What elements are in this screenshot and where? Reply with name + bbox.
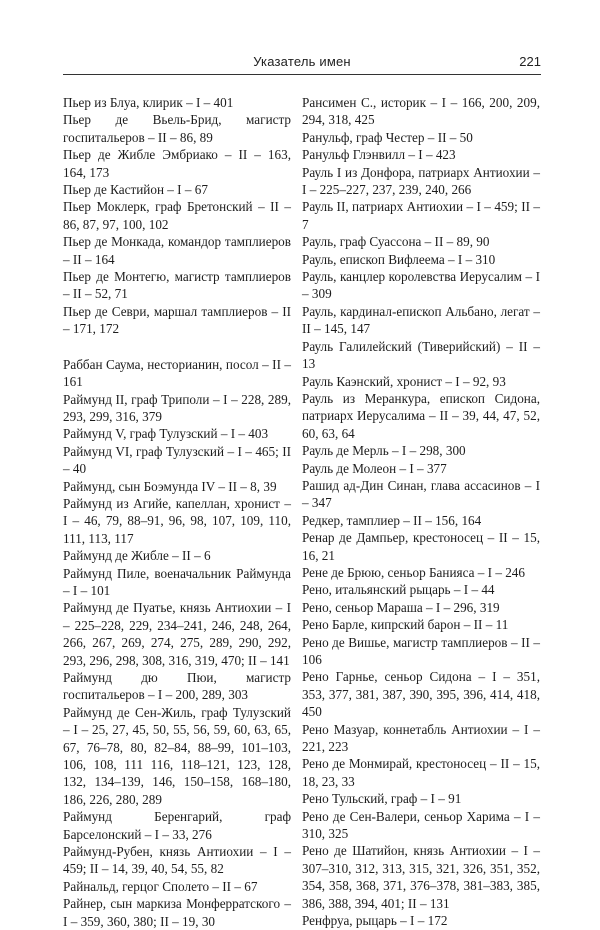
index-entry: Пьер Моклерк, граф Бретонский – II – 86, 87, 97, 100, 102 xyxy=(63,199,291,232)
letter-section-gap xyxy=(63,338,291,356)
index-entry: Рено де Монмирай, крестоносец – II – 15, 18, 23, 33 xyxy=(302,756,540,789)
index-entry: Ренар де Дампьер, крестоносец – II – 15, 16, 21 xyxy=(302,530,540,563)
index-entry: Рено де Сен-Валери, сеньор Харима – I – 310, 325 xyxy=(302,808,540,842)
index-column-right xyxy=(302,94,540,930)
index-entry: Рансимен С., историк – I – 166, 200, 209, 294, 318, 425 xyxy=(302,95,540,128)
index-entry: Рено, итальянский рыцарь – I – 44 xyxy=(302,582,495,598)
index-entry: Пьер де Кастийон – I – 67 xyxy=(63,182,208,198)
index-entry: Рено де Вишье, магистр тамплиеров – II – 106 xyxy=(302,634,540,667)
index-entry: Раймунд из Агийе, капеллан, хронист – I – 46, 79, 88–91, 96, 98, 107, 109, 110, 111, 113, 117 xyxy=(63,495,291,546)
index-entry: Раймунд II, граф Триполи – I – 228, 289, 293, 299, 316, 379 xyxy=(63,391,291,424)
index-entry: Рено Тульский, граф – I – 91 xyxy=(302,791,462,807)
index-entry: Пьер де Монтегю, магистр тамплиеров – II – 52, 71 xyxy=(63,269,291,302)
index-entry: Раймунд де Пуатье, князь Антиохии – I – 225–228, 229, 234–241, 246, 248, 264, 266, 267, 269, 274, 275, 289, 290, 292, 293, 296, 298, 308, 316, 319, 470; II – 141 xyxy=(63,600,291,668)
index-entry: Ренфруа, рыцарь – I – 172 xyxy=(302,913,448,929)
index-entry: Ранульф Глэнвилл – I – 423 xyxy=(302,147,456,163)
index-entry: Рауль из Меранкура, епископ Сидона, патриарх Иерусалима – II – 39, 44, 47, 52, 60, 63, 64 xyxy=(302,390,540,441)
index-entry: Раймунд-Рубен, князь Антиохии – I – 459; II – 14, 39, 40, 54, 55, 82 xyxy=(63,844,291,877)
index-entry: Рауль II, патриарх Антиохии – I – 459; II – 7 xyxy=(302,199,540,232)
index-entry: Раймунд де Жибле – II – 6 xyxy=(63,548,211,564)
index-column-left xyxy=(63,94,291,930)
index-entry: Раббан Саума, несторианин, посол – II – 161 xyxy=(63,356,291,390)
index-entry: Рено Гарнье, сеньор Сидона – I – 351, 353, 377, 381, 387, 390, 395, 396, 414, 418, 450 xyxy=(302,669,540,720)
index-entry: Рауль Каэнский, хронист – I – 92, 93 xyxy=(302,373,506,389)
index-entry: Пьер де Монкада, командор тамплиеров – II – 164 xyxy=(63,234,291,267)
index-entry: Рено, сеньор Мараша – I – 296, 319 xyxy=(302,599,500,615)
index-entry: Рене де Брюю, сеньор Банияса – I – 246 xyxy=(302,564,525,580)
index-entry: Пьер де Вьель-Брид, магистр госпитальеров – II – 86, 89 xyxy=(63,112,291,145)
index-entry: Раймунд VI, граф Тулузский – I – 465; II – 40 xyxy=(63,443,291,477)
running-header xyxy=(63,48,541,75)
index-entry: Раймунд дю Пюи, магистр госпитальеров – I – 200, 289, 303 xyxy=(63,670,291,703)
index-entry: Райнальд, герцог Сполето – II – 67 xyxy=(63,878,258,894)
index-entry: Рауль, канцлер королевства Иерусалим – I – 309 xyxy=(302,269,540,302)
index-entry: Раймунд де Сен-Жиль, граф Тулузский – I – 25, 27, 45, 50, 55, 56, 59, 60, 63, 65, 67, 76–78, 80, 82–84, 88–99, 101–103, 106, 108, 111 116, 118–121, 123, 128, 132, 134–139, 146, 150–158, 168–180, 186, 226, 280, 289 xyxy=(63,704,291,807)
index-entry: Раймунд Пиле, военачальник Раймунда – I – 101 xyxy=(63,565,291,598)
index-entry: Рено Мазуар, коннетабль Антиохии – I – 221, 223 xyxy=(302,721,540,755)
index-entry: Раймунд Беренгарий, граф Барселонский – I – 33, 276 xyxy=(63,809,291,842)
running-title: Указатель имен xyxy=(253,54,351,69)
index-entry: Рауль, кардинал-епископ Альбано, легат – II – 145, 147 xyxy=(302,303,540,337)
index-entry: Редкер, тамплиер – II – 156, 164 xyxy=(302,512,482,528)
index-entry: Рено де Шатийон, князь Антиохии – I – 307–310, 312, 313, 315, 321, 326, 351, 352, 354, 358, 368, 371, 376–378, 381–383, 385, 386, 388, 394, 401; II – 131 xyxy=(302,843,540,911)
index-entry: Пьер де Севри, маршал тамплиеров – II – 171, 172 xyxy=(63,303,291,337)
index-entry: Рашид ад-Дин Синан, глава ассасинов – I – 347 xyxy=(302,477,540,511)
index-entry: Рауль, епископ Вифлеема – I – 310 xyxy=(302,251,496,267)
index-entry: Рено Барле, кипрский барон – II – 11 xyxy=(302,617,509,633)
page-number: 221 xyxy=(519,54,541,69)
index-entry: Рауль де Молеон – I – 377 xyxy=(302,460,447,476)
index-entry: Пьер де Жибле Эмбриако – II – 163, 164, 173 xyxy=(63,147,291,180)
index-entry: Рауль, граф Суассона – II – 89, 90 xyxy=(302,234,490,250)
index-entry: Раймунд, сын Боэмунда IV – II – 8, 39 xyxy=(63,478,277,494)
index-entry: Ранульф, граф Честер – II – 50 xyxy=(302,129,473,145)
index-entry: Рауль I из Донфора, патриарх Антиохии – I – 225–227, 237, 239, 240, 266 xyxy=(302,164,540,198)
index-entry: Пьер из Блуа, клирик – I – 401 xyxy=(63,95,234,110)
index-entry: Рауль Галилейский (Тиверийский) – II – 13 xyxy=(302,338,540,372)
index-entry: Рауль де Мерль – I – 298, 300 xyxy=(302,443,466,459)
index-entry: Райнер, сын маркиза Монферратского – I – 359, 360, 380; II – 19, 30 xyxy=(63,896,291,929)
index-entry: Раймунд V, граф Тулузский – I – 403 xyxy=(63,426,269,442)
